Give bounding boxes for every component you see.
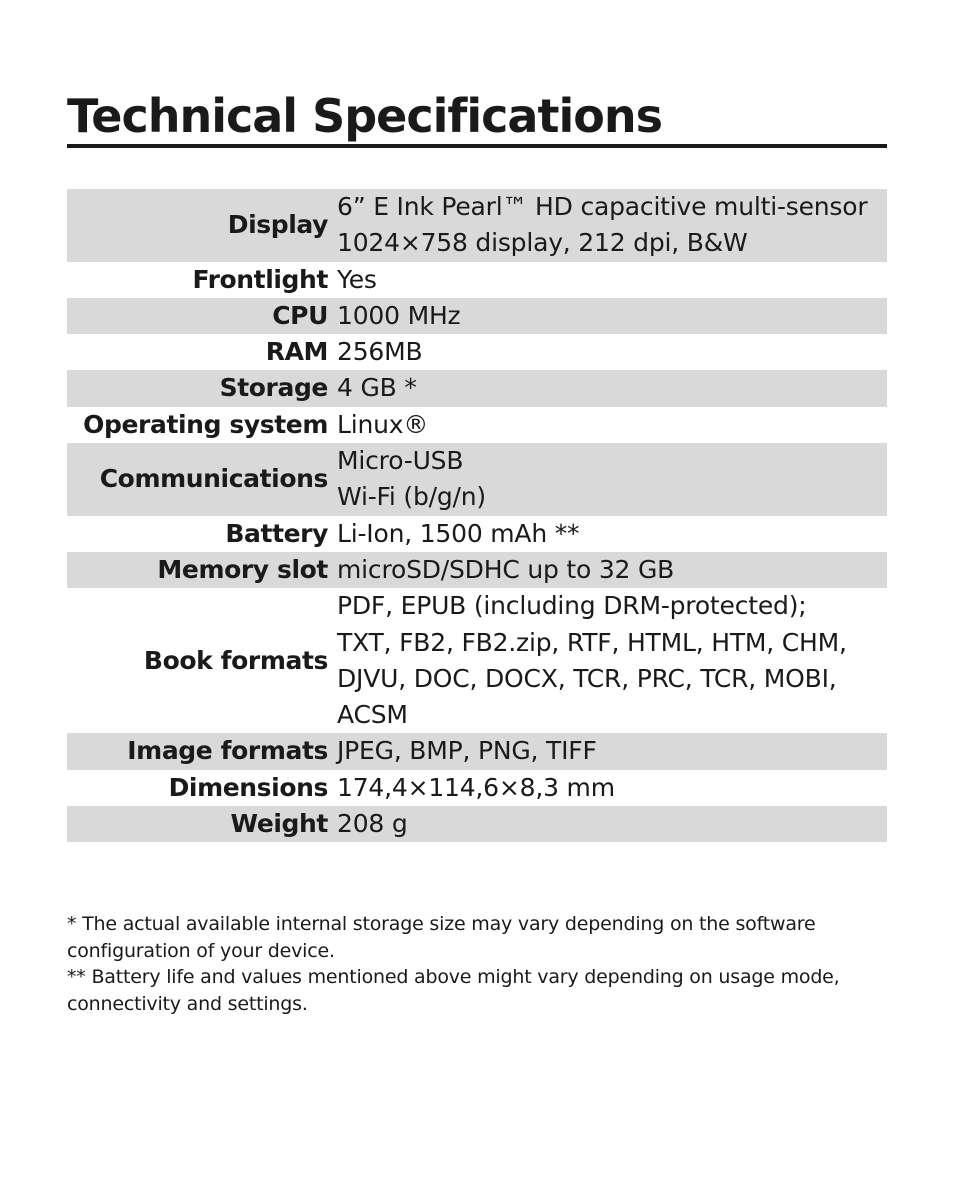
spec-row <box>67 298 887 334</box>
spec-row <box>67 443 887 516</box>
spec-value-line: Yes <box>337 264 377 294</box>
spec-value <box>337 733 887 769</box>
spec-value-line: 1000 MHz <box>337 300 461 330</box>
spec-label: Book formats <box>143 645 328 675</box>
spec-value <box>337 298 887 334</box>
spec-label: Operating system <box>83 409 328 439</box>
spec-value-line: 4 GB * <box>337 373 417 403</box>
spec-value <box>337 334 887 370</box>
spec-value-line: JPEG, BMP, PNG, TIFF <box>337 736 597 766</box>
spec-value-line: microSD/SDHC up to 32 GB <box>337 554 675 584</box>
spec-row <box>67 588 887 733</box>
spec-value-line: TXT, FB2, FB2.zip, RTF, HTML, HTM, CHM, <box>337 627 847 657</box>
spec-row <box>67 334 887 370</box>
spec-value-line: 256MB <box>337 337 423 367</box>
spec-value-line: Micro-USB <box>337 446 464 476</box>
spec-label: Battery <box>225 518 328 548</box>
footnotes <box>67 911 887 1017</box>
spec-value-line: PDF, EPUB (including DRM-protected); <box>337 591 807 621</box>
spec-row <box>67 806 887 842</box>
spec-value-line: Wi-Fi (b/g/n) <box>337 482 486 512</box>
spec-label: Communications <box>67 443 337 516</box>
spec-row <box>67 262 887 298</box>
spec-table <box>67 189 887 842</box>
spec-label: Frontlight <box>192 264 328 294</box>
spec-value-line: ACSM <box>337 700 408 730</box>
spec-value-line: Linux® <box>337 409 429 439</box>
spec-row <box>67 770 887 806</box>
spec-label: Dimensions <box>168 772 328 802</box>
spec-label: Image formats <box>67 733 337 769</box>
spec-row <box>67 407 887 443</box>
spec-label: CPU <box>67 298 337 334</box>
footnote-battery: ** Battery life and values mentioned above might vary depending on usage mode, connectivity and settings. <box>67 966 840 1015</box>
spec-value <box>337 370 887 406</box>
spec-value <box>337 262 887 298</box>
spec-label: RAM <box>265 337 328 367</box>
spec-value-line: 208 g <box>337 809 408 839</box>
spec-value-line: 174,4×114,6×8,3 mm <box>337 772 615 802</box>
spec-value <box>337 189 887 262</box>
spec-row <box>67 552 887 588</box>
spec-row <box>67 516 887 552</box>
spec-value <box>337 588 887 733</box>
spec-label: Display <box>67 189 337 262</box>
spec-value-line: Li-Ion, 1500 mAh ** <box>337 518 580 548</box>
spec-row <box>67 370 887 406</box>
title-divider <box>67 144 887 148</box>
spec-row <box>67 733 887 769</box>
spec-table-body <box>67 189 887 842</box>
spec-label: Memory slot <box>67 552 337 588</box>
footnote-storage: * The actual available internal storage size may vary depending on the software configuration of your device. <box>67 913 816 962</box>
spec-value <box>337 443 887 516</box>
spec-value <box>337 770 887 806</box>
spec-value <box>337 552 887 588</box>
spec-value-line: 1024×758 display, 212 dpi, B&W <box>337 228 748 258</box>
spec-label: Weight <box>67 806 337 842</box>
page-title: Technical Specifications <box>67 89 662 143</box>
spec-label: Storage <box>67 370 337 406</box>
spec-value-line: 6” E Ink Pearl™ HD capacitive multi-sensor <box>337 192 868 221</box>
spec-row <box>67 189 887 262</box>
spec-value-line: DJVU, DOC, DOCX, TCR, PRC, TCR, MOBI, <box>337 663 837 693</box>
spec-value <box>337 407 887 443</box>
spec-value <box>337 516 887 552</box>
spec-value <box>337 806 887 842</box>
